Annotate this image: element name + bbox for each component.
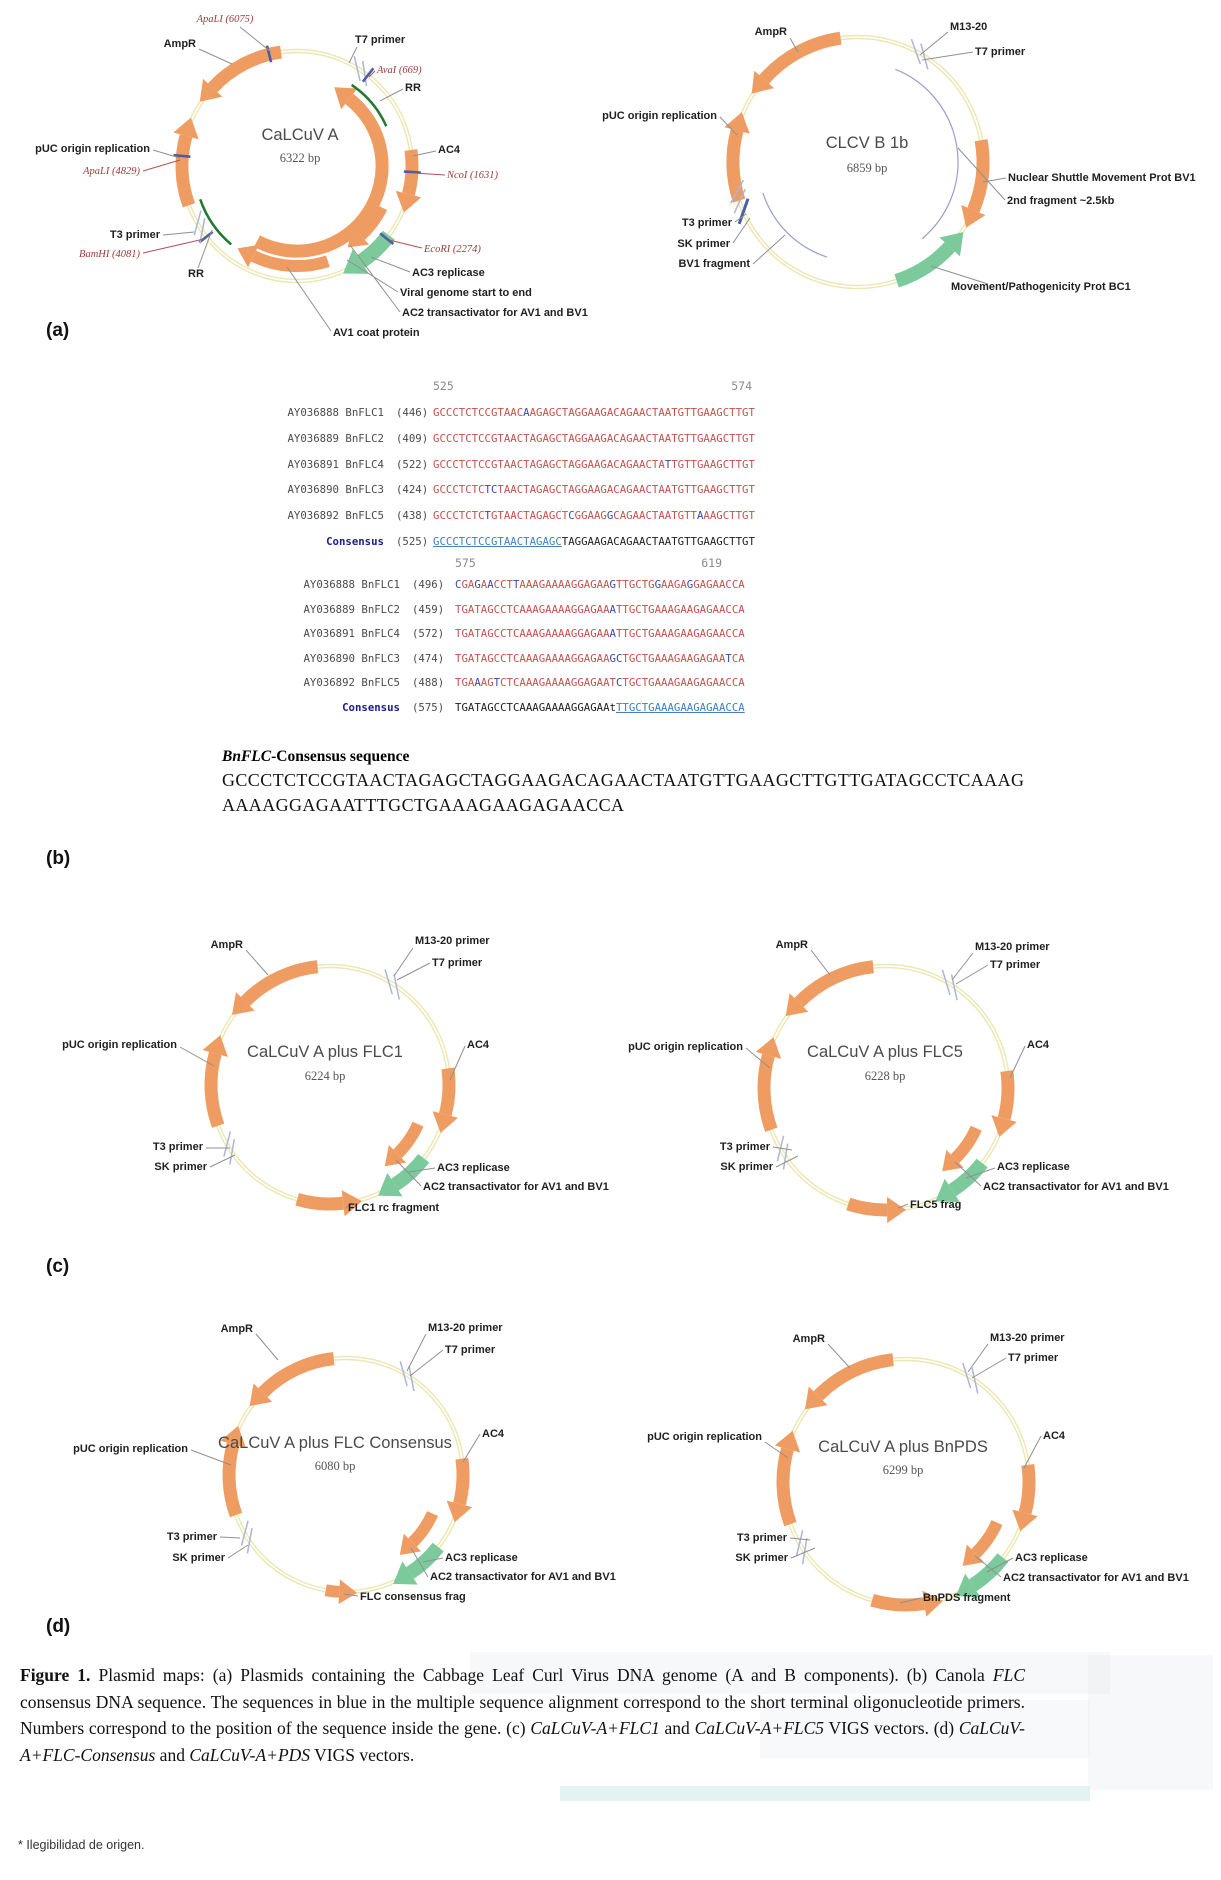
- map-d1-arc-ac2: [412, 1514, 432, 1543]
- map-c2-label-ac4: AC4: [1027, 1039, 1050, 1051]
- caption-segment: VIGS vectors.: [310, 1744, 415, 1765]
- map-d1-label-t3-primer: T3 primer: [166, 1531, 217, 1543]
- map-c2-arc-ac2: [955, 1128, 976, 1159]
- map-a-label-viral-genome: Viral genome start to end: [400, 287, 532, 299]
- start-position: (522): [396, 457, 429, 471]
- map-c2-label-puc: pUC origin replication: [628, 1041, 743, 1053]
- map-b-label-nuclear-shuttle: Nuclear Shuttle Movement Prot BV1: [1008, 172, 1196, 184]
- map-a-label-apal1-4829: ApaLI (4829): [83, 166, 140, 177]
- map-b-size: 6859 bp: [846, 161, 888, 175]
- map-d2-leader-ampr: [828, 1344, 850, 1368]
- map-d1-leader-t3-primer: [220, 1537, 240, 1538]
- consensus-row-label: Consensus: [326, 535, 384, 548]
- map-d1-arc-ac4: [459, 1459, 463, 1504]
- map-a-label-t7-primer: T7 primer: [355, 34, 406, 46]
- map-c1: [62, 935, 609, 1216]
- map-a-label-rr-top: RR: [405, 82, 421, 94]
- map-c1-label-ac3: AC3 replicase: [437, 1162, 510, 1174]
- map-d2-label-ac2: AC2 transactivator for AV1 and BV1: [1003, 1572, 1189, 1584]
- position-header-left: 525: [433, 379, 454, 393]
- map-b-title: CLCV B 1b: [825, 134, 909, 152]
- map-c1-arc-ac4: [445, 1068, 449, 1114]
- map-c1-leader-t7-primer: [397, 963, 430, 980]
- sequence-row: TGAAAGTCTCAAAGAAAAGGAGAATCTGCTGAAAGAAGAGAACCA: [455, 676, 745, 690]
- sequence-row: GCCCTCTCCGTAACAAGAGCTAGGAAGACAGAACTAATGTTGAAGCTTGT: [433, 406, 755, 419]
- map-d1-label-puc: pUC origin replication: [73, 1443, 188, 1455]
- map-d2-size: 6299 bp: [882, 1463, 924, 1477]
- start-position: (438): [396, 509, 429, 523]
- map-c1-label-t3-primer: T3 primer: [152, 1141, 203, 1153]
- sequence-row: TGATAGCCTCAAAGAAAAGGAGAAGCTGCTGAAAGAAGAGAATCA: [455, 651, 745, 665]
- map-d2-label-t7-primer: T7 primer: [1008, 1352, 1059, 1364]
- consensus-sequence-row: TGATAGCCTCAAAGAAAAGGAGAAtTTGCTGAAAGAAGAGAACCA: [455, 701, 745, 714]
- caption-segment: CaLCuV-A+PDS: [189, 1744, 311, 1765]
- sequence-row: GCCCTCTCCGTAACTAGAGCTAGGAAGACAGAACTATTGTTGAAGCTTGT: [433, 457, 755, 471]
- map-b-label-m13-20: M13-20: [950, 21, 988, 33]
- map-a-label-t3-primer: T3 primer: [109, 229, 160, 241]
- map-c2-label-flc5-fragment: FLC5 frag: [910, 1199, 962, 1211]
- map-c1-label-flc1-fragment: FLC1 rc fragment: [348, 1202, 440, 1214]
- map-c1-arc-flc1-fragment: [297, 1199, 343, 1204]
- map-c1-leader-sk-primer: [210, 1155, 235, 1167]
- accession-label: AY036888 BnFLC1: [303, 578, 400, 591]
- map-d1-label-m13-20-primer: M13-20 primer: [428, 1322, 503, 1334]
- map-c1-label-puc: pUC origin replication: [62, 1039, 177, 1051]
- map-d1-label-t7-primer: T7 primer: [445, 1344, 496, 1356]
- map-c2-label-ac3: AC3 replicase: [997, 1161, 1070, 1173]
- section-label-b: (b): [46, 848, 71, 869]
- map-d1-arrowhead-ac4: [447, 1501, 472, 1523]
- accession-label: AY036889 BnFLC2: [287, 431, 384, 445]
- map-d1-label-ac2: AC2 transactivator for AV1 and BV1: [430, 1571, 616, 1583]
- position-header-right: 619: [701, 556, 722, 570]
- map-a-label-rr-bottom: RR: [188, 268, 204, 280]
- accession-label: AY036890 BnFLC3: [287, 483, 384, 497]
- map-c1-arc-puc-origin: [211, 1053, 218, 1125]
- map-c2-leader-t7-primer: [956, 965, 988, 984]
- map-c2-arrowhead-flc5-fragment: [887, 1197, 906, 1223]
- caption-segment: and: [155, 1744, 190, 1765]
- sequence-row: GCCCTCTCTCTAACTAGAGCTAGGAAGACAGAACTAATGTTGAAGCTTGT: [433, 483, 755, 497]
- map-b-label-t3-primer: T3 primer: [681, 217, 732, 229]
- map-d1-leader-ac4: [463, 1434, 480, 1462]
- map-d2-label-ac4: AC4: [1043, 1430, 1066, 1442]
- map-b-label-ampr: AmpR: [754, 26, 787, 38]
- consensus-sequence-line1: GCCCTCTCCGTAACTAGAGCTAGGAAGACAGAACTAATGTTGAAGCTTGTTGATAGCCTCAAAG: [222, 770, 1025, 790]
- map-a-label-aval-669: AvaI (669): [377, 65, 422, 76]
- map-d1-size: 6080 bp: [314, 1459, 356, 1473]
- map-c1-title: CaLCuV A plus FLC1: [247, 1043, 403, 1061]
- caption-segment: and: [659, 1718, 695, 1739]
- map-d1: [73, 1322, 616, 1604]
- map-c2-label-sk-primer: SK primer: [720, 1161, 773, 1173]
- caption-segment: CaLCuV-A+FLC5: [694, 1718, 825, 1739]
- start-position: (424): [396, 483, 429, 497]
- section-label-a: (a): [46, 320, 70, 341]
- accession-label: AY036891 BnFLC4: [303, 627, 400, 641]
- map-b-label-sk-primer: SK primer: [677, 238, 730, 250]
- consensus-heading: [222, 748, 409, 766]
- map-d2-leader-m13-20-primer: [968, 1344, 988, 1372]
- sequence-row: TGATAGCCTCAAAGAAAAGGAGAAATTGCTGAAAGAAGAGAACCA: [455, 602, 745, 616]
- caption-segment: Figure 1.: [20, 1665, 91, 1685]
- start-position: (575): [412, 701, 445, 714]
- map-d2-arc-ac4: [1025, 1465, 1029, 1513]
- map-c2-label-ampr: AmpR: [775, 939, 808, 951]
- map-d2: [647, 1332, 1189, 1617]
- caption-segment: consensus DNA sequence. The sequences in blue in the multiple sequence alignment correspond to the short terminal oligonucleotide primers. Numbers correspond to the position of the sequence inside the gene. (c): [20, 1691, 1025, 1739]
- map-c1-label-t7-primer: T7 primer: [432, 957, 483, 969]
- sequence-row: GCCCTCTCCGTAACTAGAGCTAGGAAGACAGAACTAATGTTGAAGCTTGT: [433, 431, 755, 445]
- map-d2-label-t3-primer: T3 primer: [736, 1532, 787, 1544]
- map-c2-label-ac2: AC2 transactivator for AV1 and BV1: [983, 1181, 1169, 1193]
- map-d1-arc-puc-origin: [229, 1444, 236, 1515]
- start-position: (525): [396, 535, 429, 548]
- sequence-alignment: [0, 0, 1221, 900]
- start-position: (572): [412, 627, 445, 641]
- map-d2-leader-t7-primer: [972, 1358, 1006, 1378]
- map-d2-label-m13-20-primer: M13-20 primer: [990, 1332, 1065, 1344]
- map-d1-label-ampr: AmpR: [220, 1323, 253, 1335]
- map-d1-arrowhead-flc-consensus-fragment: [339, 1579, 357, 1604]
- map-d1-leader-sk-primer: [228, 1545, 248, 1558]
- start-position: (409): [396, 431, 429, 445]
- map-c1-arc-ampr: [245, 967, 317, 1002]
- caption-segment: FLC: [992, 1665, 1025, 1685]
- accession-label: AY036892 BnFLC5: [287, 509, 384, 523]
- start-position: (496): [412, 578, 445, 591]
- map-c1-label-ac2: AC2 transactivator for AV1 and BV1: [423, 1181, 609, 1193]
- map-b-label-bv1-fragment: BV1 fragment: [678, 258, 750, 270]
- map-c2-arc-ac4: [1004, 1071, 1008, 1119]
- map-d1-label-sk-primer: SK primer: [172, 1552, 225, 1564]
- map-c2-size: 6228 bp: [864, 1069, 906, 1083]
- consensus-sequence-line2: AAAAGGAGAATTTGCTGAAAGAAGAGAACCA: [222, 795, 625, 815]
- map-d1-leader-t7-primer: [410, 1350, 443, 1376]
- map-d1-label-ac3: AC3 replicase: [445, 1552, 518, 1564]
- accession-label: AY036890 BnFLC3: [303, 651, 400, 665]
- map-b-label-puc: pUC origin replication: [602, 110, 717, 122]
- map-b-label-second-fragment: 2nd fragment ~2.5kb: [1007, 195, 1115, 207]
- map-a-label-ecorl-2274: EcoRI (2274): [424, 244, 481, 255]
- section-label-d: (d): [46, 1616, 71, 1637]
- start-position: (459): [412, 602, 445, 616]
- map-d2-label-bnpds-fragment: BnPDS fragment: [923, 1592, 1011, 1604]
- map-c2-title: CaLCuV A plus FLC5: [807, 1043, 963, 1061]
- map-c1-leader-ac4: [450, 1046, 465, 1080]
- map-c1-label-sk-primer: SK primer: [154, 1161, 207, 1173]
- map-d2-arc-puc-origin: [783, 1449, 790, 1524]
- map-a-label-ac2: AC2 transactivator for AV1 and BV1: [402, 307, 588, 319]
- position-header-left: 575: [455, 556, 476, 570]
- map-c2-arc-ampr: [799, 967, 873, 1003]
- map-c2-label-t7-primer: T7 primer: [990, 959, 1041, 971]
- caption-segment: CaLCuV-A+FLC-Consensus: [20, 1718, 1025, 1765]
- map-a-label-ampr: AmpR: [163, 38, 196, 50]
- map-d2-label-ac3: AC3 replicase: [1015, 1552, 1088, 1564]
- map-a-label-av1: AV1 coat protein: [333, 327, 420, 339]
- map-c1-label-ampr: AmpR: [210, 939, 243, 951]
- accession-label: AY036892 BnFLC5: [303, 676, 400, 690]
- map-b-label-t7-primer: T7 primer: [975, 46, 1026, 58]
- consensus-heading-rest: -Consensus sequence: [271, 748, 410, 765]
- map-a-label-puc: pUC origin replication: [35, 143, 150, 155]
- map-d2-label-ampr: AmpR: [792, 1333, 825, 1345]
- map-c2: [628, 939, 1169, 1223]
- start-position: (488): [412, 676, 445, 690]
- consensus-row-label: Consensus: [342, 701, 400, 714]
- caption-segment: VIGS vectors. (d): [824, 1718, 959, 1739]
- map-d2-arc-ampr: [818, 1360, 893, 1396]
- map-a-label-apal1-6075: ApaLI (6075): [196, 14, 254, 25]
- map-a-title: CaLCuV A: [261, 126, 339, 144]
- map-c1-leader-m13-20-primer: [394, 948, 413, 976]
- sequence-row: TGATAGCCTCAAAGAAAAGGAGAAATTGCTGAAAGAAGAGAACCA: [455, 627, 745, 641]
- map-d2-arc-ac2: [975, 1523, 997, 1554]
- map-d1-label-ac4: AC4: [482, 1428, 505, 1440]
- map-c2-leader-ac4: [1010, 1046, 1025, 1078]
- section-label-c: (c): [46, 1256, 70, 1277]
- map-c1-size: 6224 bp: [304, 1069, 346, 1083]
- start-position: (446): [396, 406, 429, 419]
- map-c1-label-m13-20-primer: M13-20 primer: [415, 935, 490, 947]
- accession-label: AY036891 BnFLC4: [287, 457, 384, 471]
- map-d1-arc-ampr: [263, 1359, 334, 1393]
- map-a-size: 6322 bp: [279, 151, 321, 165]
- map-a-label-ac4: AC4: [438, 144, 461, 156]
- consensus-sequence-row: GCCCTCTCCGTAACTAGAGCTAGGAAGACAGAACTAATGTTGAAGCTTGT: [433, 535, 755, 548]
- map-a-label-ncol-1631: NcoI (1631): [447, 170, 499, 181]
- map-d2-label-sk-primer: SK primer: [735, 1552, 788, 1564]
- footnote: * Ilegibilidad de origen.: [18, 1838, 145, 1852]
- map-a-label-bamhl-4081: BamHI (4081): [79, 249, 140, 260]
- map-c2-arc-flc5-fragment: [848, 1204, 887, 1210]
- map-a-label-ac3: AC3 replicase: [412, 267, 485, 279]
- map-d1-title: CaLCuV A plus FLC Consensus: [218, 1434, 452, 1452]
- position-header-right: 574: [731, 379, 752, 393]
- sequence-row: CGAGAACCTTAAAGAAAAGGAGAAGTTGCTGGAAGAGGAGAACCA: [455, 578, 745, 591]
- map-c2-label-m13-20-primer: M13-20 primer: [975, 941, 1050, 953]
- accession-label: AY036889 BnFLC2: [303, 602, 400, 616]
- map-c1-arc-ac2: [397, 1124, 418, 1154]
- map-c1-label-ac4: AC4: [467, 1039, 490, 1051]
- map-d2-title: CaLCuV A plus BnPDS: [818, 1438, 988, 1456]
- map-c2-label-t3-primer: T3 primer: [719, 1141, 770, 1153]
- figure-caption: [20, 1662, 1025, 1768]
- map-d1-arc-flc-consensus-fragment: [326, 1590, 340, 1592]
- sequence-row: GCCCTCTCTGTAACTAGAGCTCGGAAGGCAGAACTAATGTTAAAGCTTGT: [433, 509, 755, 523]
- accession-label: AY036888 BnFLC1: [287, 406, 384, 419]
- map-d1-label-flc-consensus-fragment: FLC consensus frag: [360, 1591, 466, 1603]
- map-c2-leader-ampr: [811, 950, 830, 975]
- map-d2-label-puc: pUC origin replication: [647, 1431, 762, 1443]
- map-d1-leader-ampr: [256, 1334, 278, 1360]
- caption-segment: Plasmid maps: (a) Plasmids containing the Cabbage Leaf Curl Virus DNA genome (A and B components). (b) Canola: [90, 1665, 993, 1685]
- consensus-heading-gene: BnFLC: [222, 748, 272, 765]
- map-b-label-movement-bc1: Movement/Pathogenicity Prot BC1: [951, 281, 1131, 293]
- map-c1-leader-ampr: [246, 950, 268, 975]
- start-position: (474): [412, 651, 445, 665]
- caption-segment: CaLCuV-A+FLC1: [530, 1718, 660, 1739]
- map-d2-arc-bnpds-fragment: [872, 1600, 924, 1605]
